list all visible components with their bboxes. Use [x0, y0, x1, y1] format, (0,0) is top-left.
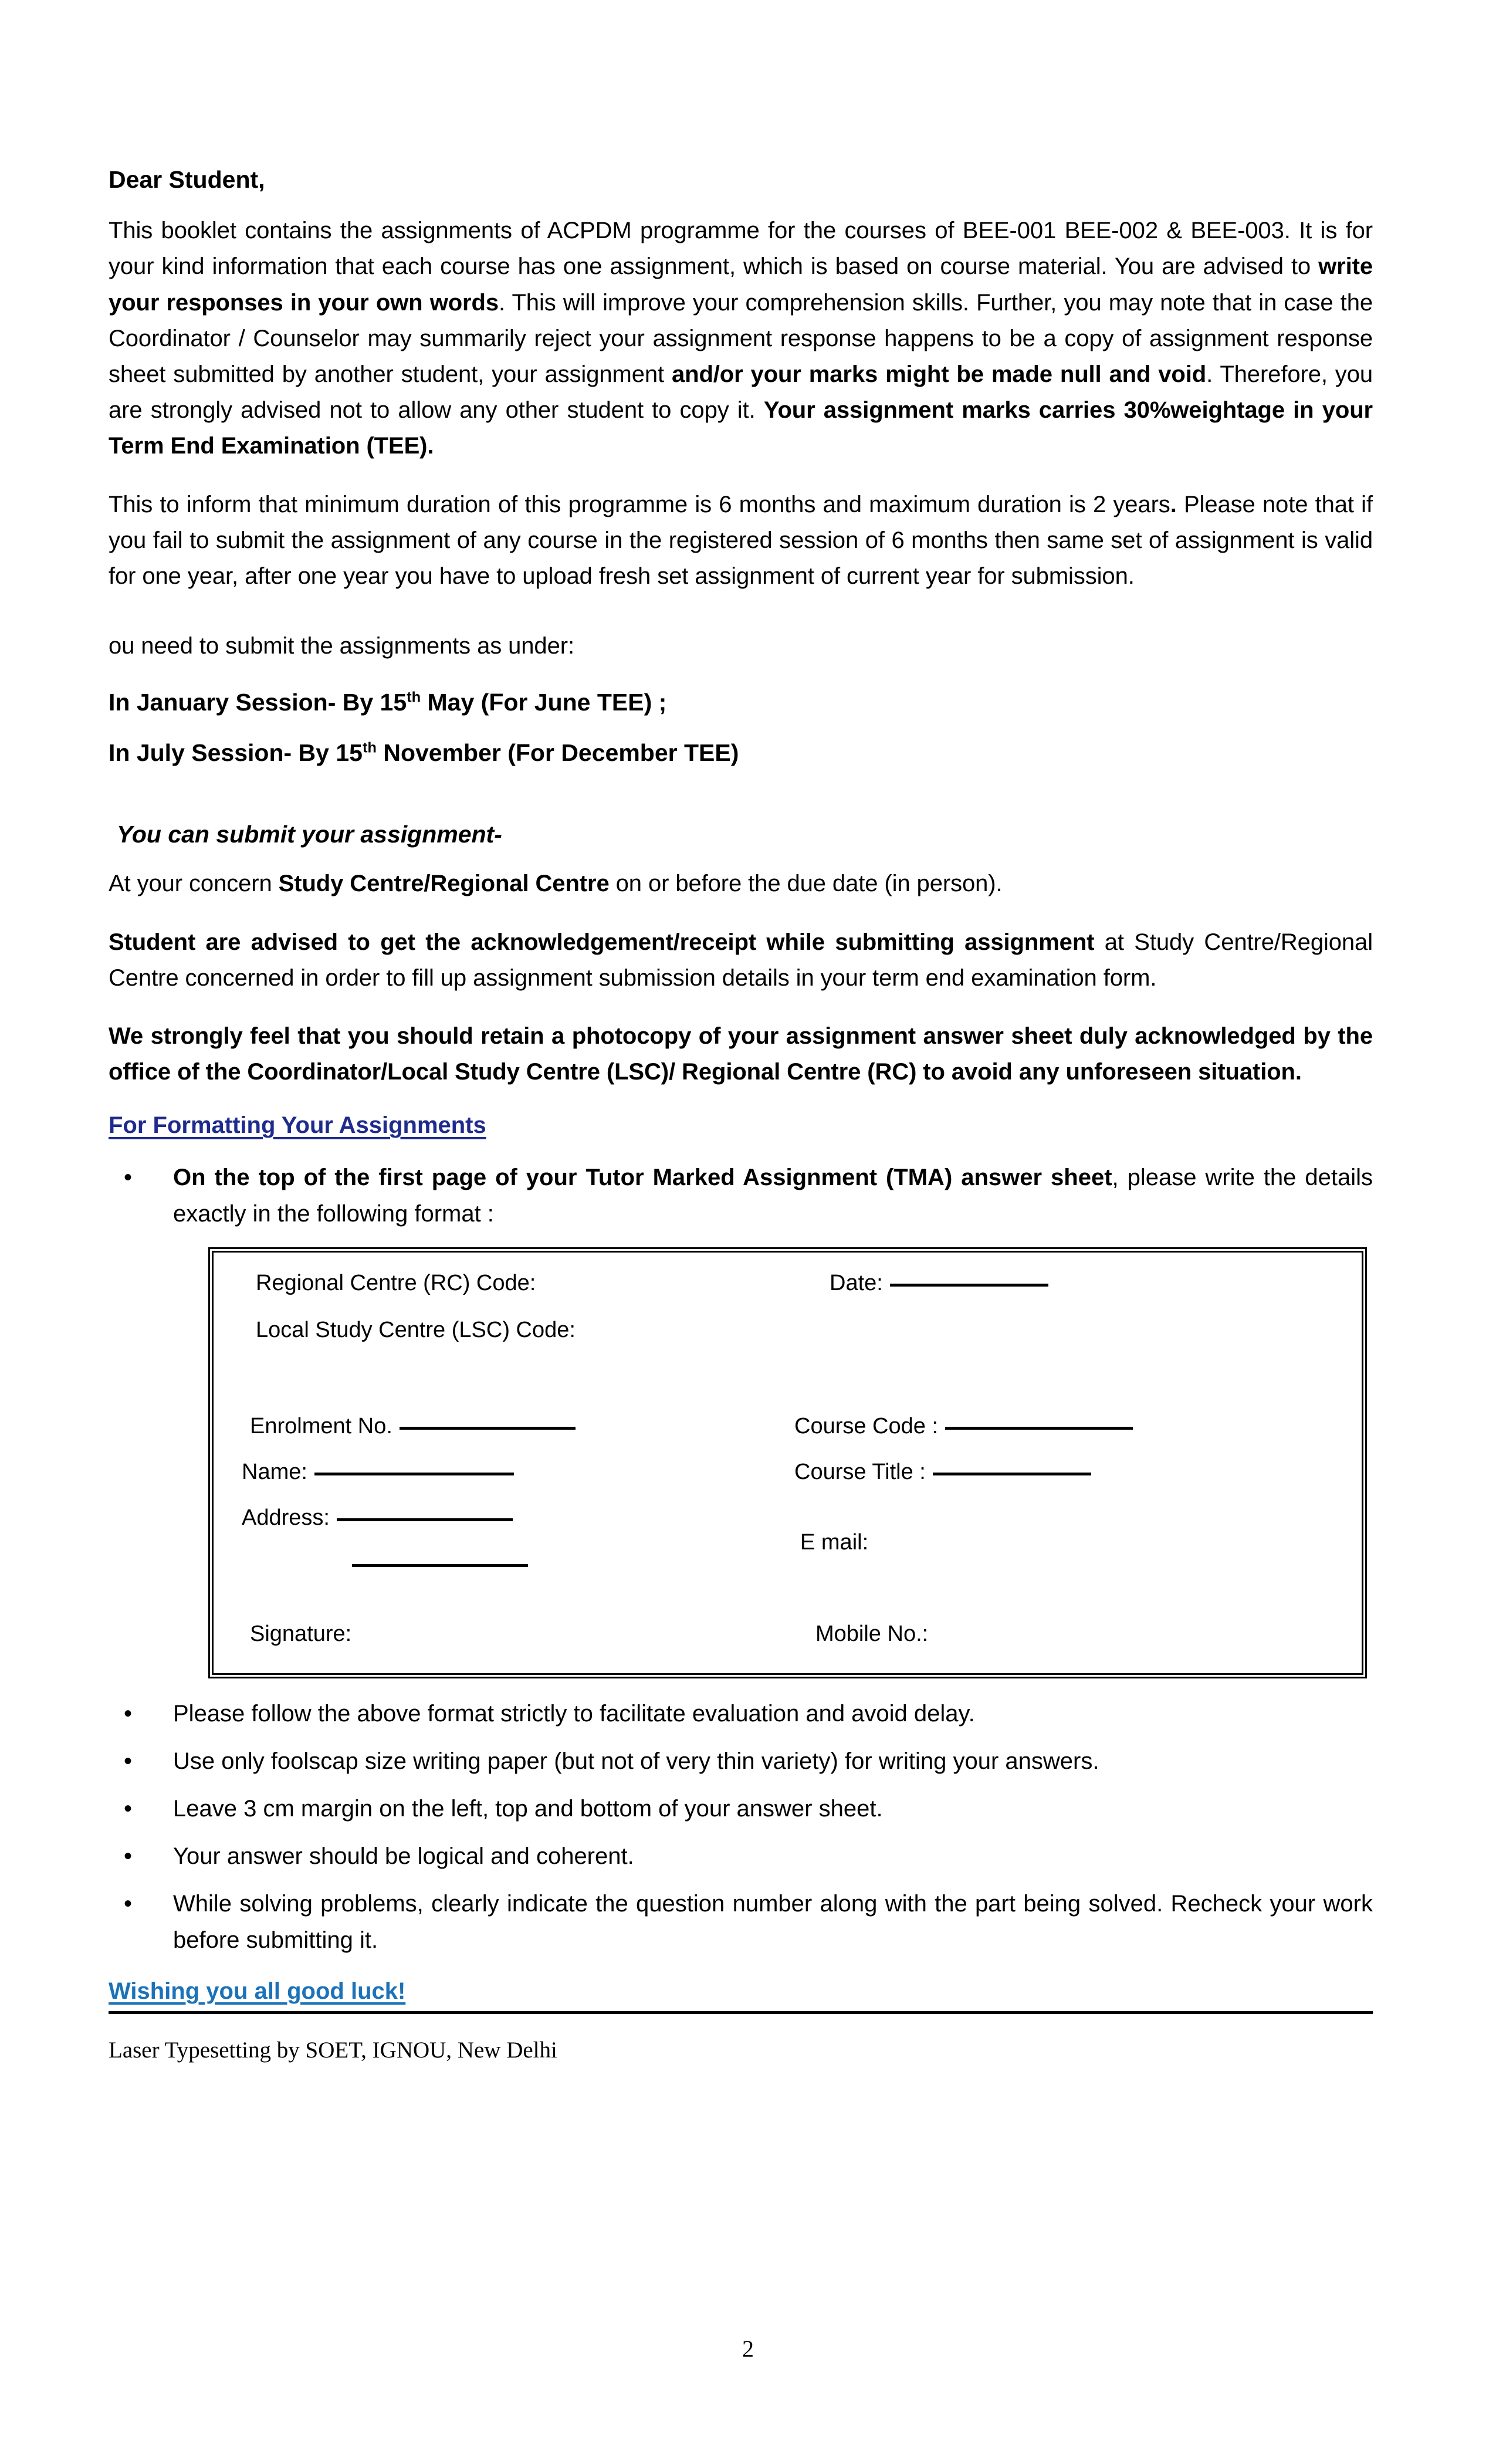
enrolment-input-rule[interactable] [400, 1427, 576, 1430]
enrolment-label: Enrolment No. [250, 1413, 392, 1439]
signature-label: Signature: [250, 1621, 352, 1646]
intro-text-3: . Therefore, you are strongly advised not to allow any other student to copy it. [109, 361, 1373, 424]
bullet-icon: • [124, 1748, 133, 1774]
tma-format-box-wrap [109, 1247, 1373, 1678]
intro-paragraph [109, 213, 1373, 464]
address-input-rule-2[interactable] [352, 1564, 528, 1567]
bullet-text: Your answer should be logical and coherent. [173, 1843, 634, 1870]
course-code-label: Course Code : [794, 1413, 939, 1439]
enrolment-field [250, 1412, 576, 1441]
address-input-rule[interactable] [337, 1518, 513, 1521]
list-item [109, 1791, 1373, 1827]
course-title-input-rule[interactable] [933, 1473, 1091, 1475]
intro-bold-1: write your responses in your own words [109, 253, 1373, 316]
course-title-field [794, 1458, 1091, 1487]
horizontal-rule [109, 2011, 1373, 2014]
acknowledgement-paragraph [109, 925, 1373, 996]
good-luck-heading: Wishing you all good luck! [109, 1978, 406, 2004]
session-july-sup: th [362, 739, 377, 756]
submit-intro: ou need to submit the assignments as under: [109, 633, 574, 659]
intro-text-1: This booklet contains the assignments of ACPDM programme for the courses of BEE-001 BEE-002 & BEE-003. It is for your kind information that each course has one assignment, which is based on course material. You are advised to [109, 218, 1373, 280]
duration-paragraph [109, 487, 1373, 595]
concern-text-2: on or before the due date (in person). [609, 871, 1003, 897]
bullet-text: While solving problems, clearly indicate the question number along with the part being solved. Recheck your work before submitting it. [173, 1891, 1373, 1953]
laser-typesetting-credit: Laser Typesetting by SOET, IGNOU, New Delhi [109, 2037, 557, 2063]
mobile-label: Mobile No.: [815, 1621, 929, 1646]
name-field [242, 1458, 514, 1487]
first-bullet-rest: , please write the details exactly in the following format : [173, 1165, 1373, 1227]
duration-period: . [1170, 491, 1177, 517]
date-input-rule[interactable] [890, 1284, 1048, 1287]
address-field [242, 1504, 513, 1532]
intro-bold-3: Your assignment marks carries 30%weightage in your Term End Examination (TEE). [109, 397, 1373, 459]
date-label: Date: [830, 1270, 883, 1295]
lsc-code-label: Local Study Centre (LSC) Code: [256, 1317, 576, 1342]
session-january-suffix: May (For June TEE) ; [421, 689, 667, 716]
name-input-rule[interactable] [314, 1473, 514, 1475]
tma-format-box [208, 1247, 1367, 1678]
bullet-text: Use only foolscap size writing paper (but not of very thin variety) for writing your answers. [173, 1748, 1099, 1774]
bullet-text: Leave 3 cm margin on the left, top and bottom of your answer sheet. [173, 1796, 883, 1822]
good-luck-wrap [109, 1978, 1373, 2017]
session-july [109, 737, 1373, 769]
intro-bold-2: and/or your marks might be made null and void [671, 361, 1207, 388]
bullet-text: Please follow the above format strictly to facilitate evaluation and avoid delay. [173, 1700, 975, 1727]
intro-text-2: . This will improve your comprehension skills. Further, you may note that in case the Coordinator / Counselor may summarily reject your assignment response happens to be a copy of assignment response sheet submitted by another student, your assignment [109, 289, 1373, 388]
photocopy-paragraph: We strongly feel that you should retain a photocopy of your assignment answer sheet duly acknowledged by the office of the Coordinator/Local Study Centre (LSC)/ Regional Centre (RC) to avoid any unforeseen situation. [109, 1023, 1373, 1085]
address-label: Address: [242, 1505, 330, 1530]
first-bullet-bold: On the top of the first page of your Tutor Marked Assignment (TMA) answer sheet [173, 1165, 1112, 1191]
page-number: 2 [742, 2336, 754, 2362]
concern-bold-1: Study Centre/Regional Centre [278, 871, 610, 897]
bullet-icon: • [124, 1700, 133, 1727]
list-item [109, 1160, 1373, 1231]
session-january-sup: th [407, 689, 421, 706]
date-field [830, 1269, 1048, 1298]
session-january [109, 686, 1373, 719]
bullet-icon: • [124, 1796, 133, 1822]
formatting-heading-wrap [109, 1112, 1373, 1152]
address-second-line [352, 1549, 528, 1578]
list-item [109, 1696, 1373, 1732]
concern-line [109, 866, 1373, 902]
acknowledgement-bold-1: Student are advised to get the acknowledgement/receipt while submitting assignment [109, 929, 1095, 955]
first-bullet-text [173, 1160, 1373, 1231]
acknowledgement-text-1: at Study Centre/Regional Centre concerned in order to fill up assignment submission details in your term end examination form. [109, 929, 1373, 991]
course-code-input-rule[interactable] [945, 1427, 1133, 1430]
list-item [109, 1744, 1373, 1779]
course-code-field [794, 1412, 1133, 1441]
name-label: Name: [242, 1459, 307, 1484]
bullet-icon: • [124, 1843, 133, 1870]
bullet-icon: • [124, 1165, 133, 1191]
submit-assignment-heading: You can submit your assignment- [117, 821, 502, 848]
duration-text-1: This to inform that minimum duration of this programme is 6 months and maximum duration is 2 years [109, 491, 1170, 517]
course-title-label: Course Title : [794, 1459, 926, 1484]
concern-text-1: At your concern [109, 871, 279, 897]
session-july-suffix: November (For December TEE) [376, 739, 739, 766]
formatting-heading: For Formatting Your Assignments [109, 1112, 486, 1139]
bullet-icon: • [124, 1891, 133, 1917]
session-july-prefix: In July Session- By 15 [109, 739, 363, 766]
rc-code-label: Regional Centre (RC) Code: [256, 1270, 536, 1295]
duration-text-2: Please note that if you fail to submit the assignment of any course in the registered session of 6 months then same set of assignment is valid for one year, after one year you have to upload fresh set assignment of current year for submission. [109, 491, 1373, 589]
page-content [109, 164, 1373, 2066]
session-january-prefix: In January Session- By 15 [109, 689, 407, 716]
email-label: E mail: [800, 1529, 869, 1555]
list-item [109, 1886, 1373, 1958]
list-item [109, 1839, 1373, 1874]
salutation: Dear Student, [109, 166, 265, 193]
